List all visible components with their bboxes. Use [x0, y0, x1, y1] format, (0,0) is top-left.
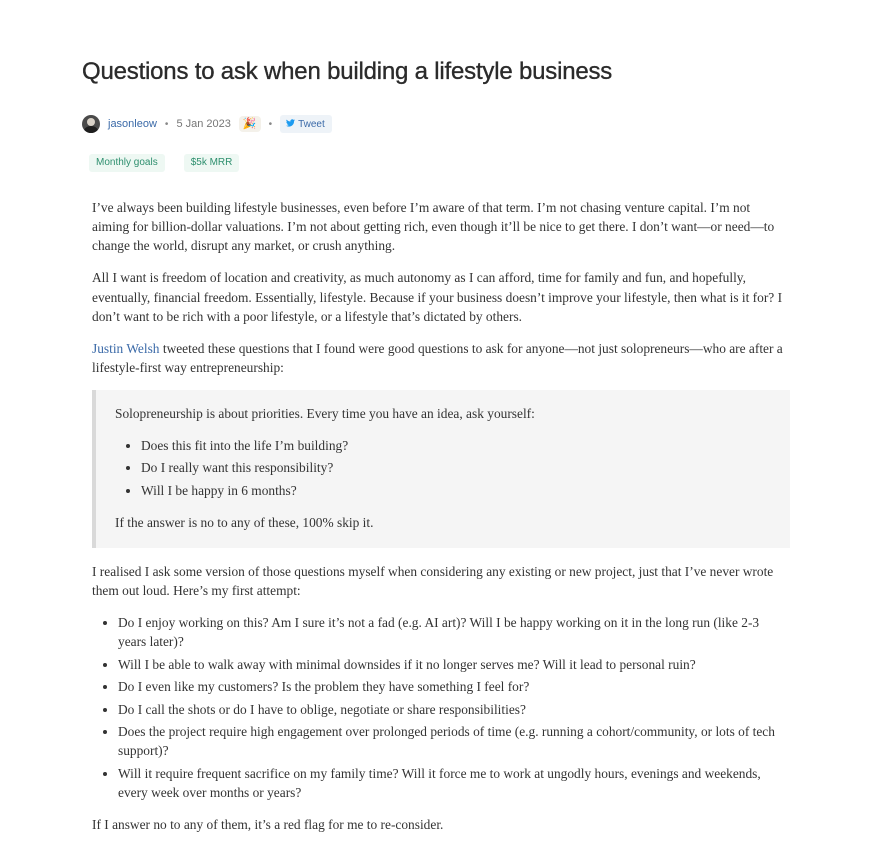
quote-outro: If the answer is no to any of these, 100% skip it.: [115, 514, 374, 530]
tweet-button[interactable]: [280, 115, 332, 133]
tag-5k-mrr[interactable]: $5k MRR: [184, 154, 240, 172]
list-item: • Do I enjoy working on this? Am I sure it’s not a fad (e.g. AI art)? Will I be happy working on it in the long run (like 2-3 years later)?: [118, 613, 790, 651]
paragraph-text: tweeted these questions that I found were good questions to ask for anyone—not just solopreneurs—who are after a lifestyle-first way entrepreneurship:: [92, 340, 783, 376]
author-link[interactable]: jasonleow: [108, 118, 157, 130]
paragraph: If I answer no to any of them, it’s a red flag for me to re-consider.: [92, 816, 444, 832]
list-item: • Will it require frequent sacrifice on my family time? Will it force me to work at ungodly hours, evenings and weekends, every week over months or years?: [118, 764, 790, 802]
paragraph: I realised I ask some version of those questions myself when considering any existing or new project, just that I’ve never wrote them out loud. Here’s my first attempt:: [92, 564, 774, 599]
paragraph: All I want is freedom of location and creativity, as much autonomy as I can afford, time for family and fun, and hopefully, eventually, financial freedom. Essentially, lifestyle. Because if your business doesn’t improve your lifestyle, then what is it for? I don’t want to be rich with a poor lifestyle, or a lifestyle that’s dictated by others.: [92, 270, 783, 324]
list-item: • Do I really want this responsibility?: [141, 458, 772, 477]
post-date: 5 Jan 2023: [176, 118, 231, 130]
tweet-label: Tweet: [298, 118, 325, 130]
post-meta: [82, 115, 332, 133]
blockquote: [92, 390, 790, 548]
post: [82, 56, 790, 832]
list-item: • Does the project require high engagement over prolonged periods of time (e.g. running a cohort/community, or lots of tech support)?: [118, 722, 790, 760]
tag-list: [89, 154, 239, 172]
twitter-bird-icon: [286, 119, 295, 130]
paragraph: I’ve always been building lifestyle businesses, even before I’m aware of that term. I’m not chasing venture capital. I’m not aiming for billion-dollar valuations. I’m not about getting rich, even though it’ll be nice to get there. I don’t want—or need—to change the world, disrupt any market, or crush anything.: [92, 200, 775, 254]
quote-list: [115, 436, 772, 500]
meta-separator: •: [268, 118, 273, 130]
tag-monthly-goals[interactable]: Monthly goals: [89, 154, 165, 172]
list-item: • Will I be happy in 6 months?: [141, 481, 772, 500]
question-list: [92, 613, 790, 802]
list-item: • Do I even like my customers? Is the problem they have something I feel for?: [118, 677, 790, 696]
list-item: • Will I be able to walk away with minimal downsides if it no longer serves me? Will it lead to personal ruin?: [118, 655, 790, 674]
list-item: • Do I call the shots or do I have to oblige, negotiate or share responsibilities?: [118, 700, 790, 719]
author-avatar-icon[interactable]: [82, 115, 100, 133]
meta-separator: •: [164, 118, 169, 130]
quote-intro: Solopreneurship is about priorities. Every time you have an idea, ask yourself:: [115, 406, 535, 422]
list-item: • Does this fit into the life I’m building?: [141, 436, 772, 455]
justin-welsh-link[interactable]: Justin Welsh: [92, 340, 160, 356]
reaction-emoji[interactable]: 🎉: [239, 116, 261, 132]
post-body: [92, 198, 790, 847]
post-title: Questions to ask when building a lifestyle business: [82, 58, 613, 85]
paragraph: [92, 339, 790, 377]
